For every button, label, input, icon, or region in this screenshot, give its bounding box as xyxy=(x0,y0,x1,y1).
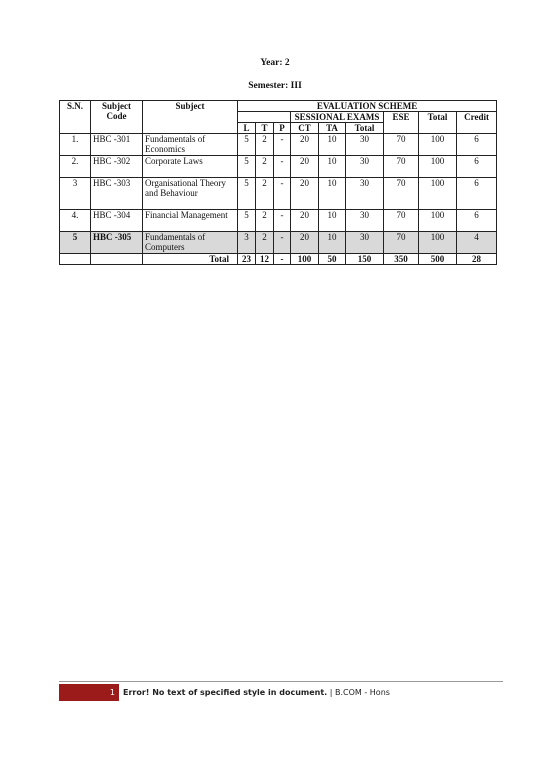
cell-subject: Organisational Theory and Behaviour xyxy=(143,178,238,210)
year-heading: Year: 2 xyxy=(260,58,290,68)
col-header-sn: S.N. xyxy=(60,101,91,134)
cell-blank xyxy=(60,254,91,265)
col-header-sessional-total: Total xyxy=(346,123,384,134)
cell-subject: Corporate Laws xyxy=(143,156,238,178)
cell-total: 100 xyxy=(419,210,457,232)
cell-p: - xyxy=(274,134,291,156)
total-sessional: 150 xyxy=(346,254,384,265)
cell-code: HBC -303 xyxy=(91,178,143,210)
col-header-ta: TA xyxy=(319,123,346,134)
footer-course: B.COM - Hons xyxy=(335,688,390,697)
cell-code: HBC -305 xyxy=(91,232,143,254)
total-l: 23 xyxy=(238,254,256,265)
cell-l: 5 xyxy=(238,156,256,178)
footer-separator: | xyxy=(327,688,335,697)
cell-sessional-total: 30 xyxy=(346,156,384,178)
cell-total: 100 xyxy=(419,134,457,156)
table-row xyxy=(60,210,497,232)
footer-text xyxy=(119,688,390,697)
cell-sessional-total: 30 xyxy=(346,178,384,210)
totals-label: Total xyxy=(143,254,238,265)
cell-sn: 4. xyxy=(60,210,91,232)
cell-credit: 6 xyxy=(457,210,497,232)
cell-ta: 10 xyxy=(319,134,346,156)
cell-ese: 70 xyxy=(384,156,419,178)
cell-p: - xyxy=(274,232,291,254)
page-number: 1 xyxy=(59,684,119,701)
cell-total: 100 xyxy=(419,178,457,210)
cell-ta: 10 xyxy=(319,232,346,254)
cell-l: 3 xyxy=(238,232,256,254)
cell-code: HBC -302 xyxy=(91,156,143,178)
col-header-p: P xyxy=(274,123,291,134)
footer-divider xyxy=(59,681,503,682)
header-row-1 xyxy=(60,101,497,112)
page-footer xyxy=(59,684,390,701)
table-row xyxy=(60,134,497,156)
cell-credit: 6 xyxy=(457,134,497,156)
total-ct: 100 xyxy=(291,254,319,265)
cell-credit: 6 xyxy=(457,178,497,210)
cell-p: - xyxy=(274,210,291,232)
cell-t: 2 xyxy=(256,134,274,156)
total-ese: 350 xyxy=(384,254,419,265)
cell-p: - xyxy=(274,156,291,178)
cell-subject: Fundamentals of Computers xyxy=(143,232,238,254)
table-row xyxy=(60,232,497,254)
cell-sn: 5 xyxy=(60,232,91,254)
totals-row xyxy=(60,254,497,265)
cell-ese: 70 xyxy=(384,210,419,232)
cell-ese: 70 xyxy=(384,232,419,254)
cell-ct: 20 xyxy=(291,178,319,210)
footer-error-text: Error! No text of specified style in document. xyxy=(123,688,328,697)
evaluation-scheme-table xyxy=(59,100,497,265)
col-header-subject-code: Subject Code xyxy=(91,101,143,134)
cell-sessional-total: 30 xyxy=(346,232,384,254)
cell-ta: 10 xyxy=(319,210,346,232)
cell-credit: 4 xyxy=(457,232,497,254)
col-header-subject: Subject xyxy=(143,101,238,134)
total-ta: 50 xyxy=(319,254,346,265)
blank-ltp-header xyxy=(238,112,291,123)
cell-ese: 70 xyxy=(384,178,419,210)
cell-ta: 10 xyxy=(319,178,346,210)
cell-ese: 70 xyxy=(384,134,419,156)
cell-credit: 6 xyxy=(457,156,497,178)
cell-subject: Fundamentals of Economics xyxy=(143,134,238,156)
cell-ta: 10 xyxy=(319,156,346,178)
col-header-ct: CT xyxy=(291,123,319,134)
cell-sessional-total: 30 xyxy=(346,134,384,156)
cell-sn: 3 xyxy=(60,178,91,210)
col-header-l: L xyxy=(238,123,256,134)
cell-t: 2 xyxy=(256,232,274,254)
cell-l: 5 xyxy=(238,210,256,232)
cell-ct: 20 xyxy=(291,232,319,254)
cell-sn: 2. xyxy=(60,156,91,178)
cell-sn: 1. xyxy=(60,134,91,156)
cell-ct: 20 xyxy=(291,156,319,178)
col-header-evaluation-scheme: EVALUATION SCHEME xyxy=(238,101,497,112)
col-header-credit: Credit xyxy=(457,112,497,134)
cell-blank xyxy=(91,254,143,265)
cell-p: - xyxy=(274,178,291,210)
cell-ct: 20 xyxy=(291,210,319,232)
cell-code: HBC -304 xyxy=(91,210,143,232)
total-t: 12 xyxy=(256,254,274,265)
cell-sessional-total: 30 xyxy=(346,210,384,232)
cell-t: 2 xyxy=(256,156,274,178)
cell-ct: 20 xyxy=(291,134,319,156)
col-header-total: Total xyxy=(419,112,457,134)
cell-t: 2 xyxy=(256,178,274,210)
semester-heading: Semester: III xyxy=(248,81,302,91)
cell-total: 100 xyxy=(419,156,457,178)
cell-subject: Financial Management xyxy=(143,210,238,232)
table-row xyxy=(60,178,497,210)
cell-code: HBC -301 xyxy=(91,134,143,156)
cell-l: 5 xyxy=(238,134,256,156)
total-credit: 28 xyxy=(457,254,497,265)
col-header-sessional-exams: SESSIONAL EXAMS xyxy=(291,112,384,123)
table-row xyxy=(60,156,497,178)
total-p: - xyxy=(274,254,291,265)
cell-t: 2 xyxy=(256,210,274,232)
cell-l: 5 xyxy=(238,178,256,210)
col-header-ese: ESE xyxy=(384,112,419,134)
cell-total: 100 xyxy=(419,232,457,254)
col-header-t: T xyxy=(256,123,274,134)
total-total: 500 xyxy=(419,254,457,265)
